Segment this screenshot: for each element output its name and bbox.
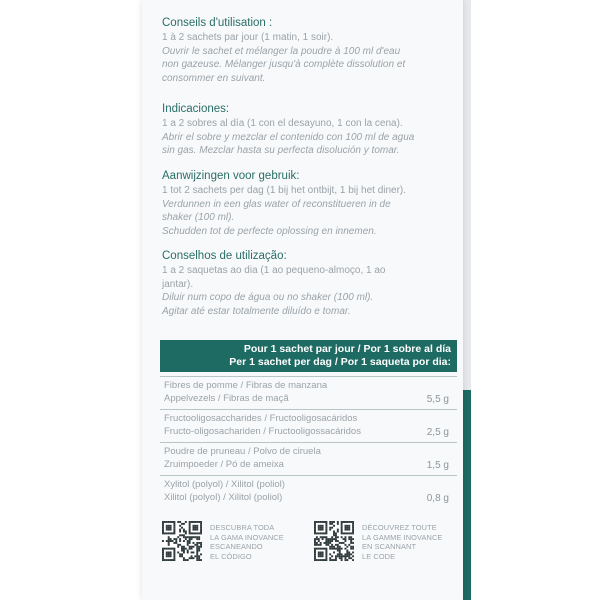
ingredient-name: Appelvezels / Fibras de maçã (164, 392, 289, 404)
usage-section-pt (162, 250, 462, 318)
usage-line: non gazeuse. Mélanger jusqu'à complète dissolution et (162, 59, 406, 70)
ingredient-name: Fibres de pomme / Fibras de manzana (164, 380, 328, 391)
section-title: Conselhos de utilização: (162, 250, 287, 262)
ingredient-name: Fructo-oligosachariden / Fructooligossacáridos (164, 425, 361, 437)
section-title: Aanwijzingen voor gebruik: (162, 170, 300, 182)
qr-caption-fr (362, 523, 442, 561)
ingredient-amount: 5,5 g (426, 394, 449, 405)
table-header-line: Per 1 sachet per dag / Por 1 saqueta por dia: (229, 355, 451, 368)
box-side-accent-strip (463, 390, 471, 600)
table-row (160, 410, 457, 443)
package-panel (142, 0, 463, 600)
section-title: Conseils d'utilisation : (162, 17, 273, 29)
table-header-line: Pour 1 sachet par jour / Por 1 sobre al día (243, 343, 451, 355)
qr-caption-line: DESCUBRA TODA (210, 523, 275, 532)
usage-line: 1 a 2 sobres al día (1 con el desayuno, 1 con la cena). (162, 118, 403, 129)
composition-table (160, 340, 457, 508)
qr-caption-line: EL CÓDIGO (210, 551, 252, 561)
qr-caption-line: LE CODE (362, 551, 396, 561)
ingredient-name: Fructooligosaccharides / Fructooligosacáridos (164, 413, 358, 424)
usage-line: consommer en suivant. (162, 72, 266, 84)
qr-caption-line: DÉCOUVREZ TOUTE (362, 523, 437, 532)
qr-caption-line: ESCANEANDO (210, 542, 263, 551)
usage-section-fr (162, 17, 462, 85)
usage-line: 1 tot 2 sachets per dag (1 bij het ontbijt, 1 bij het diner). (162, 185, 407, 196)
ingredient-amount: 1,5 g (426, 460, 449, 471)
usage-line: Ouvrir le sachet et mélanger la poudre à 100 ml d'eau (162, 45, 401, 57)
usage-line: sin gas. Mezclar hasta su perfecta disolución y tomar. (162, 145, 400, 156)
usage-line: Schudden tot de perfecte oplossing en innemen. (162, 225, 377, 237)
table-row (160, 476, 457, 508)
usage-section-nl (162, 170, 462, 238)
table-row (160, 377, 457, 410)
ingredient-name: Xilitol (polyol) / Xilitol (poliol) (164, 491, 283, 503)
section-title: Indicaciones: (162, 103, 230, 115)
qr-code-icon[interactable] (162, 521, 202, 561)
box-side-shade (463, 0, 471, 390)
usage-section-es (162, 103, 462, 158)
table-row (160, 443, 457, 476)
ingredient-name: Zruimpoeder / Pó de ameixa (164, 458, 284, 470)
usage-line: jantar). (162, 278, 194, 290)
qr-caption-line: EN SCANNANT (362, 542, 417, 551)
usage-line: shaker (100 ml). (162, 212, 235, 223)
usage-line: 1 a 2 saquetas ao dia (1 ao pequeno-almoço, 1 ao (162, 265, 386, 276)
usage-line: Agitar até estar totalmente diluído e tomar. (162, 305, 351, 317)
qr-caption-line: LA GAMA INOVANCE (210, 532, 284, 542)
usage-line: Diluir num copo de água ou no shaker (100 ml). (162, 292, 374, 303)
qr-caption-line: LA GAMME INOVANCE (362, 532, 443, 542)
usage-line: Abrir el sobre y mezclar el contenido con 100 ml de agua (162, 131, 415, 143)
ingredient-amount: 2,5 g (426, 427, 449, 438)
usage-line: Verdunnen in een glas water of reconstitueren in de (162, 198, 391, 210)
table-header (160, 340, 457, 372)
ingredient-name: Poudre de pruneau / Polvo de ciruela (164, 446, 321, 457)
usage-line: 1 à 2 sachets par jour (1 matin, 1 soir). (162, 32, 334, 43)
qr-code-icon[interactable] (314, 521, 354, 561)
ingredient-name: Xylitol (polyol) / Xilitol (poliol) (164, 479, 285, 490)
ingredient-amount: 0,8 g (426, 493, 449, 504)
qr-caption-es (210, 523, 284, 561)
